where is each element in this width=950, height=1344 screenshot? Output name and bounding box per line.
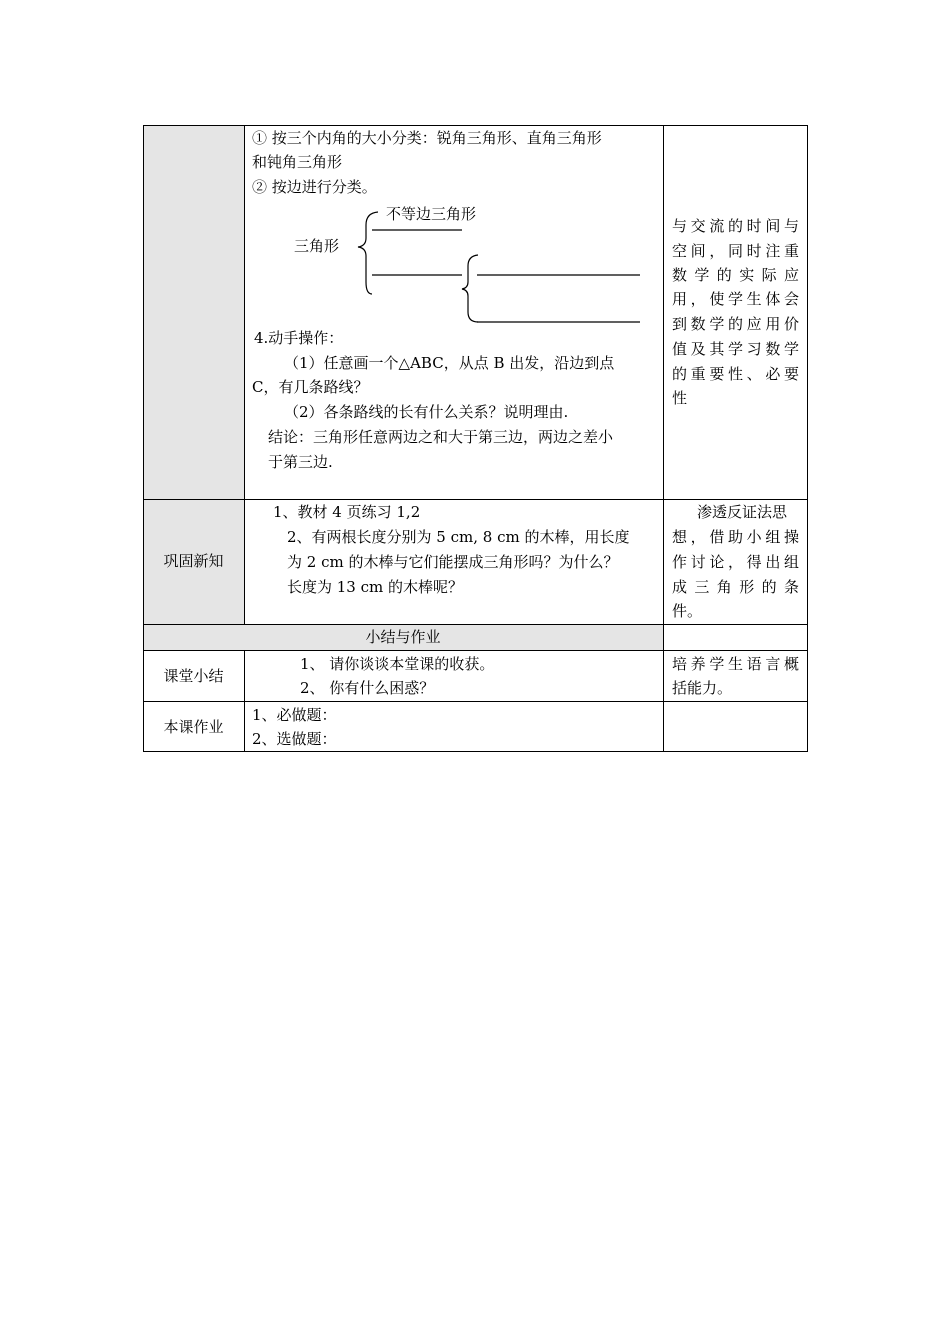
note-2-line-2: 想，借助小组操 xyxy=(672,528,799,546)
exercise-line-2: 2、有两根长度分别为 5 cm, 8 cm 的木棒，用长度 xyxy=(287,528,630,546)
inner-brace xyxy=(462,255,478,322)
exercise-line-3: 为 2 cm 的木棒与它们能摆成三角形吗？为什么？ xyxy=(287,553,619,571)
exercise-line-4: 长度为 13 cm 的木棒呢？ xyxy=(287,578,464,596)
classification-line-2: 和钝角三角形 xyxy=(252,153,343,171)
classification-line-3: ② 按边进行分类。 xyxy=(252,178,377,196)
diagram-root-label: 三角形 xyxy=(294,237,340,255)
note-4-line-2: 括能力。 xyxy=(672,679,733,697)
conclusion-line-2: 于第三边. xyxy=(268,453,333,471)
note-2-line-4: 成三角形的条 xyxy=(672,578,799,596)
summary-line-1: 1、 请你谈谈本堂课的收获。 xyxy=(300,655,495,673)
note-1-line-2: 空间，同时注重 xyxy=(672,242,799,260)
activity-heading: 4.动手操作： xyxy=(254,329,344,347)
note-1-line-7: 的重要性、必要 xyxy=(672,365,799,383)
note-4-line-1: 培养学生语言概 xyxy=(672,655,799,673)
note-2-line-3: 作讨论，得出组 xyxy=(672,553,799,571)
note-1-line-5: 到数学的应用价 xyxy=(672,315,799,333)
summary-line-2: 2、 你有什么困惑？ xyxy=(300,679,435,697)
note-1-line-6: 值及其学习数学 xyxy=(672,340,799,358)
row-label-consolidate: 巩固新知 xyxy=(163,552,224,570)
conclusion-line-1: 结论：三角形任意两边之和大于第三边，两边之差小 xyxy=(268,428,614,446)
note-1-line-8: 性 xyxy=(672,389,688,407)
diagram-branch-label: 不等边三角形 xyxy=(386,205,477,223)
classification-line-1: ① 按三个内角的大小分类：锐角三角形、直角三角形 xyxy=(252,129,602,147)
homework-line-1: 1、必做题： xyxy=(252,706,337,724)
homework-line-2: 2、选做题： xyxy=(252,730,337,748)
outer-brace xyxy=(358,212,378,294)
activity-question-1b: C，有几条路线？ xyxy=(252,378,369,396)
activity-question-2: （2）各条路线的长有什么关系？说明理由. xyxy=(284,403,569,421)
row-label-homework: 本课作业 xyxy=(163,718,224,736)
section-title-summary-homework: 小结与作业 xyxy=(365,628,441,646)
exercise-line-1: 1、教材 4 页练习 1,2 xyxy=(273,503,421,521)
note-1-line-3: 数学的实际应 xyxy=(672,266,799,284)
note-1-line-1: 与交流的时间与 xyxy=(672,217,799,235)
note-2-line-1: 渗透反证法思 xyxy=(697,503,788,521)
row-label-class-summary: 课堂小结 xyxy=(163,667,224,685)
activity-question-1a: （1）任意画一个△ABC，从点 B 出发，沿边到点 xyxy=(284,354,615,372)
note-1-line-4: 用，使学生体会 xyxy=(672,290,799,308)
note-2-line-5: 件。 xyxy=(672,602,703,620)
